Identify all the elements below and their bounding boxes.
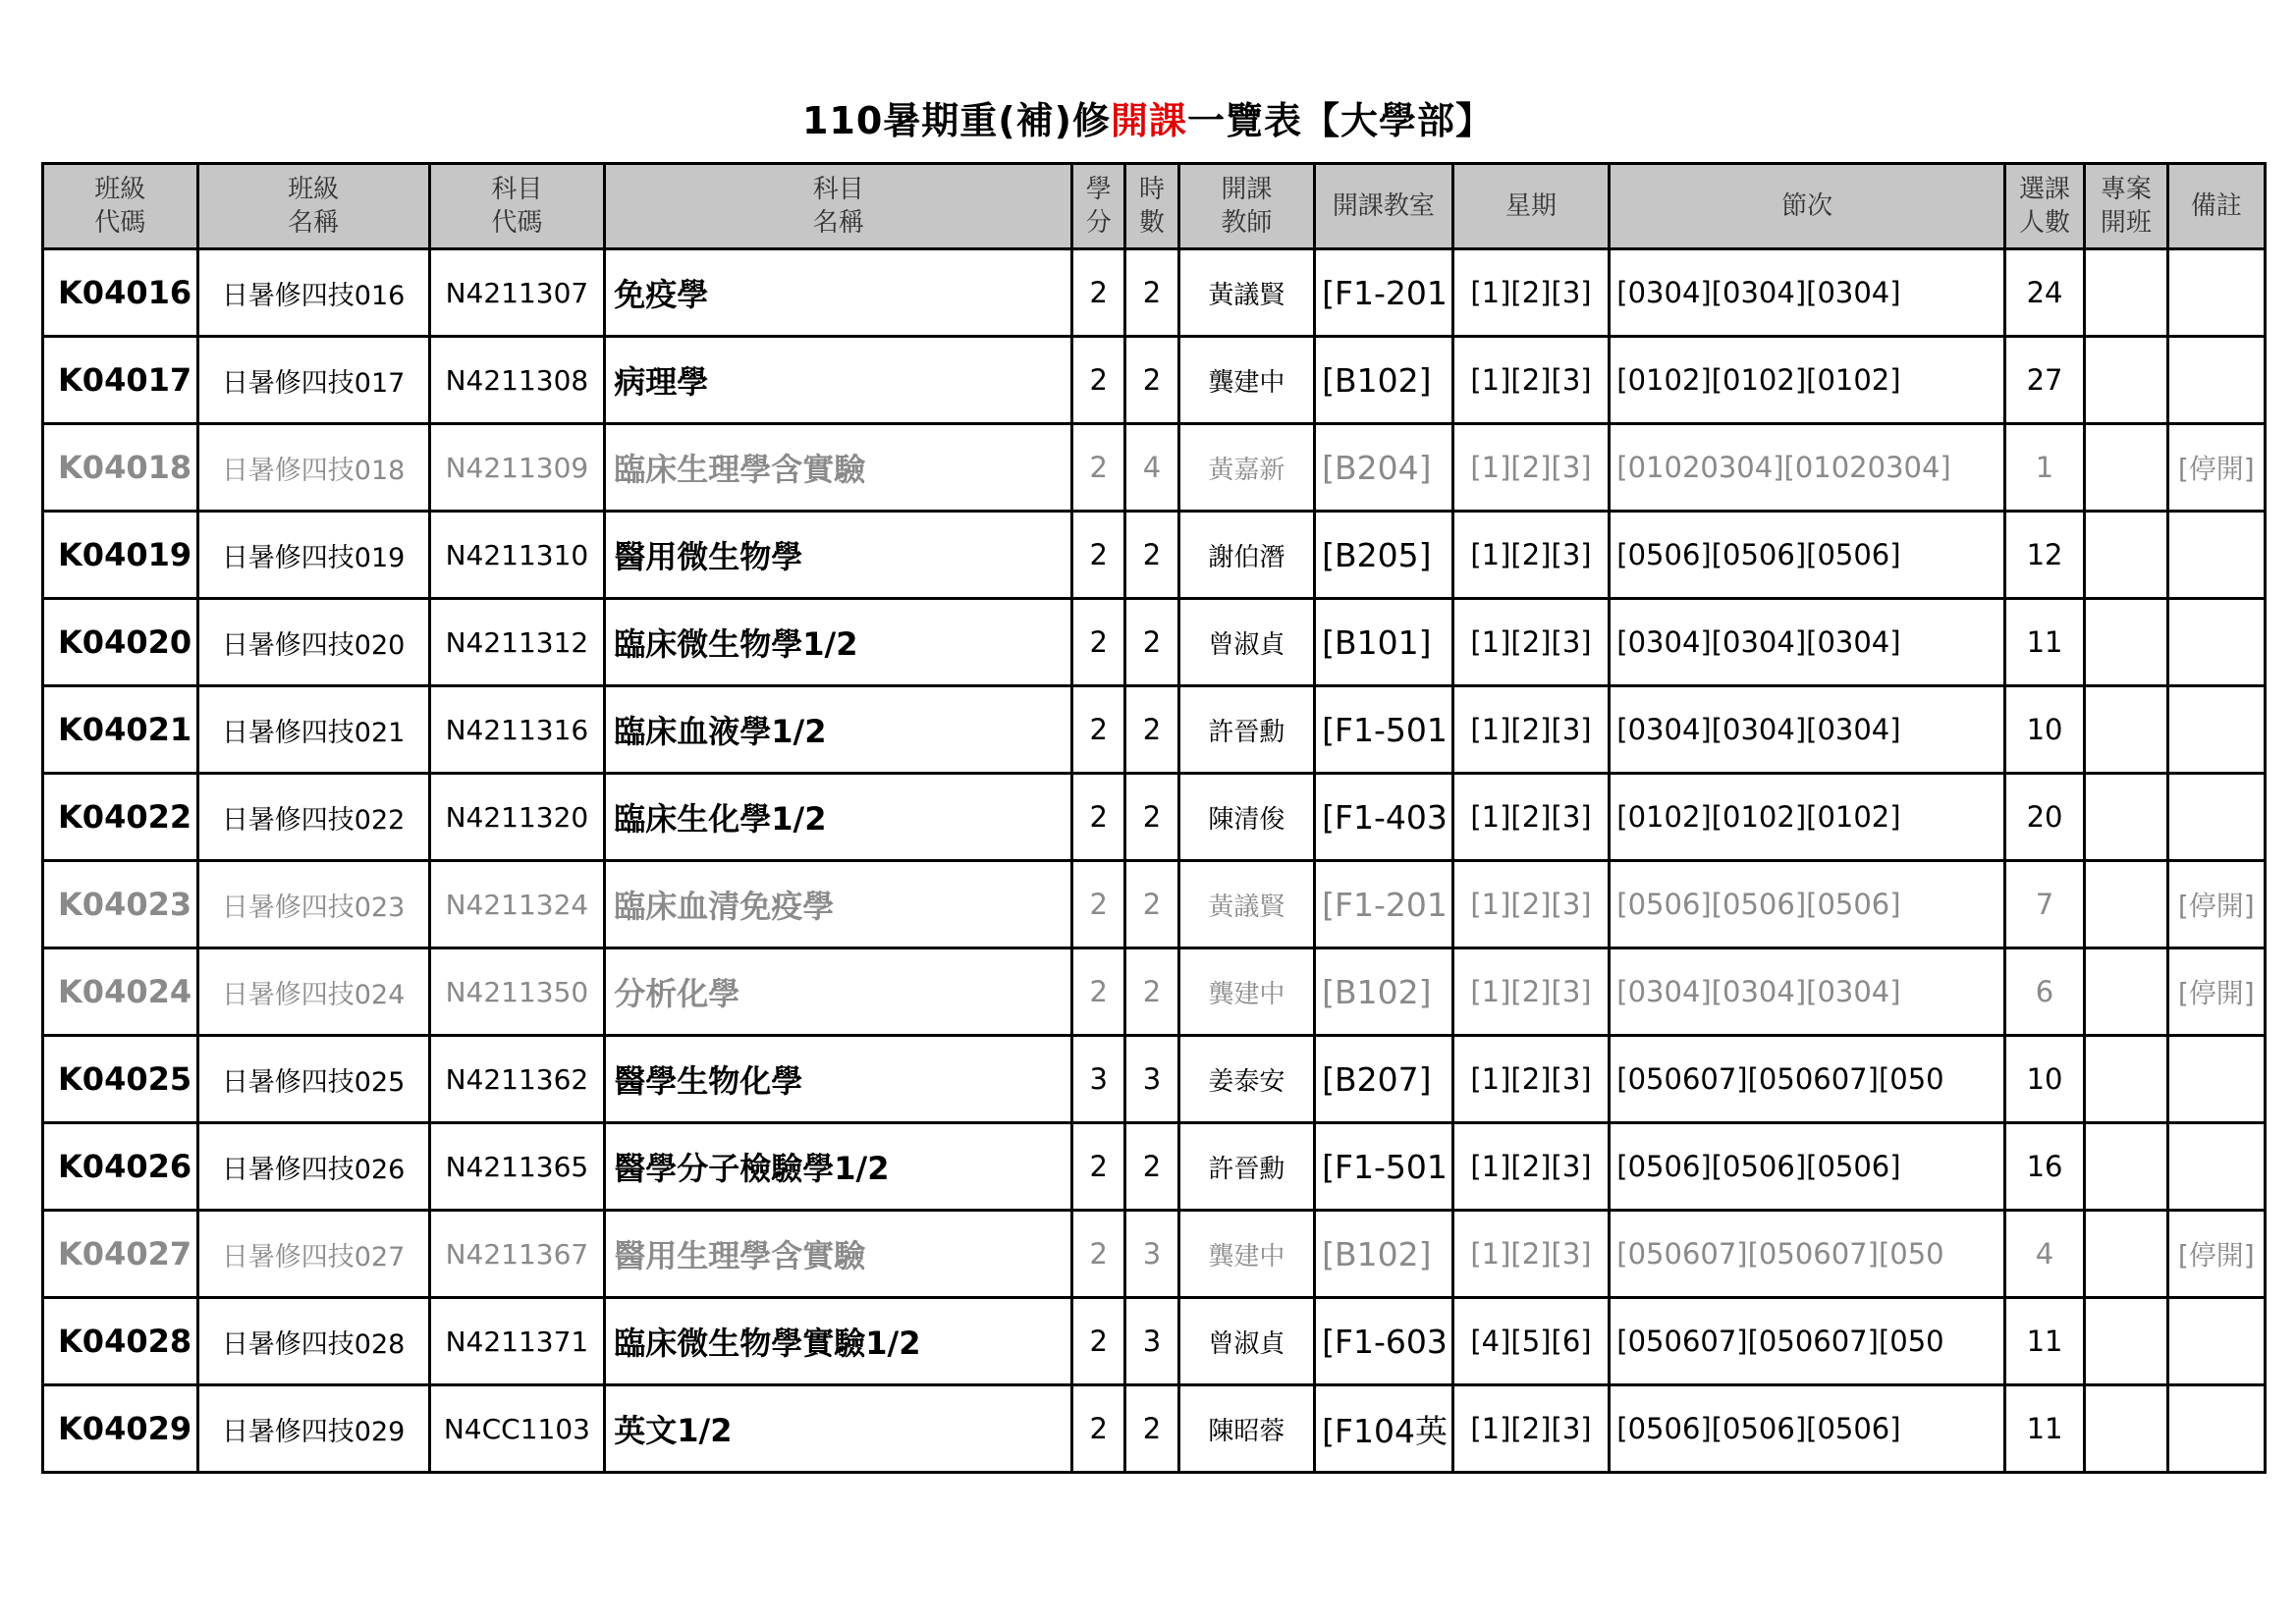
hours-cell: 2 <box>1125 1123 1178 1211</box>
class-code-cell: K04026 <box>43 1123 198 1211</box>
credits-cell: 2 <box>1072 1298 1125 1385</box>
teacher-cell: 陳清俊 <box>1178 774 1315 861</box>
table-row <box>43 948 2266 1036</box>
remark-cell: [停開] <box>2167 424 2265 512</box>
subject-name-cell: 臨床微生物學1/2 <box>605 599 1072 686</box>
remark-cell <box>2167 774 2265 861</box>
credits-cell: 2 <box>1072 774 1125 861</box>
header-project: 專案 開班 <box>2085 164 2167 249</box>
enrolled-cell: 20 <box>2004 774 2084 861</box>
subject-code-cell: N4211309 <box>429 424 605 512</box>
class-name-cell: 日暑修四技022 <box>197 774 429 861</box>
class-name-cell: 日暑修四技023 <box>197 861 429 948</box>
teacher-cell: 龔建中 <box>1178 1211 1315 1298</box>
class-code-cell: K04022 <box>43 774 198 861</box>
remark-cell: [停開] <box>2167 948 2265 1036</box>
table-row <box>43 249 2266 337</box>
class-code-cell: K04023 <box>43 861 198 948</box>
credits-cell: 2 <box>1072 948 1125 1036</box>
remark-cell <box>2167 1298 2265 1385</box>
table-row <box>43 686 2266 774</box>
classroom-cell: [B101] <box>1315 599 1453 686</box>
class-name-cell: 日暑修四技019 <box>197 512 429 599</box>
project-cell <box>2085 249 2167 337</box>
class-code-cell: K04027 <box>43 1211 198 1298</box>
course-table <box>41 162 2267 1474</box>
header-row <box>43 164 2266 249</box>
periods-cell: [0304][0304][0304] <box>1610 249 2005 337</box>
credits-cell: 2 <box>1072 424 1125 512</box>
hours-cell: 2 <box>1125 861 1178 948</box>
weekday-cell: [1][2][3] <box>1452 861 1610 948</box>
enrolled-cell: 10 <box>2004 1036 2084 1123</box>
project-cell <box>2085 1298 2167 1385</box>
classroom-cell: [F1-201 <box>1315 249 1453 337</box>
remark-cell <box>2167 686 2265 774</box>
table-row <box>43 774 2266 861</box>
classroom-cell: [B102] <box>1315 1211 1453 1298</box>
enrolled-cell: 11 <box>2004 599 2084 686</box>
table-row <box>43 861 2266 948</box>
credits-cell: 2 <box>1072 1211 1125 1298</box>
weekday-cell: [1][2][3] <box>1452 686 1610 774</box>
class-code-cell: K04029 <box>43 1385 198 1473</box>
hours-cell: 2 <box>1125 1385 1178 1473</box>
remark-cell <box>2167 1385 2265 1473</box>
project-cell <box>2085 1385 2167 1473</box>
periods-cell: [0102][0102][0102] <box>1610 774 2005 861</box>
project-cell <box>2085 948 2167 1036</box>
subject-name-cell: 臨床生化學1/2 <box>605 774 1072 861</box>
weekday-cell: [1][2][3] <box>1452 337 1610 424</box>
class-code-cell: K04019 <box>43 512 198 599</box>
project-cell <box>2085 861 2167 948</box>
enrolled-cell: 1 <box>2004 424 2084 512</box>
header-credits: 學 分 <box>1072 164 1125 249</box>
header-periods: 節次 <box>1610 164 2005 249</box>
table-row <box>43 1123 2266 1211</box>
teacher-cell: 謝伯潛 <box>1178 512 1315 599</box>
subject-code-cell: N4211371 <box>429 1298 605 1385</box>
periods-cell: [0506][0506][0506] <box>1610 1385 2005 1473</box>
enrolled-cell: 24 <box>2004 249 2084 337</box>
classroom-cell: [B207] <box>1315 1036 1453 1123</box>
periods-cell: [050607][050607][050 <box>1610 1036 2005 1123</box>
enrolled-cell: 6 <box>2004 948 2084 1036</box>
class-code-cell: K04020 <box>43 599 198 686</box>
weekday-cell: [1][2][3] <box>1452 948 1610 1036</box>
class-name-cell: 日暑修四技016 <box>197 249 429 337</box>
hours-cell: 3 <box>1125 1036 1178 1123</box>
subject-code-cell: N4211310 <box>429 512 605 599</box>
table-row <box>43 1211 2266 1298</box>
remark-cell: [停開] <box>2167 1211 2265 1298</box>
subject-name-cell: 醫學分子檢驗學1/2 <box>605 1123 1072 1211</box>
class-name-cell: 日暑修四技027 <box>197 1211 429 1298</box>
subject-code-cell: N4211312 <box>429 599 605 686</box>
credits-cell: 2 <box>1072 1385 1125 1473</box>
classroom-cell: [B102] <box>1315 948 1453 1036</box>
subject-name-cell: 分析化學 <box>605 948 1072 1036</box>
classroom-cell: [F1-403 <box>1315 774 1453 861</box>
project-cell <box>2085 1036 2167 1123</box>
periods-cell: [0304][0304][0304] <box>1610 599 2005 686</box>
class-name-cell: 日暑修四技020 <box>197 599 429 686</box>
title-highlight: 開課 <box>1111 99 1188 142</box>
subject-name-cell: 臨床血清免疫學 <box>605 861 1072 948</box>
project-cell <box>2085 424 2167 512</box>
credits-cell: 2 <box>1072 599 1125 686</box>
title-part1: 110暑期重(補)修 <box>801 99 1112 142</box>
header-class-name: 班級 名稱 <box>197 164 429 249</box>
subject-name-cell: 免疫學 <box>605 249 1072 337</box>
subject-code-cell: N4CC1103 <box>429 1385 605 1473</box>
enrolled-cell: 12 <box>2004 512 2084 599</box>
header-class-code: 班級 代碼 <box>43 164 198 249</box>
hours-cell: 3 <box>1125 1211 1178 1298</box>
hours-cell: 4 <box>1125 424 1178 512</box>
enrolled-cell: 16 <box>2004 1123 2084 1211</box>
hours-cell: 2 <box>1125 337 1178 424</box>
subject-code-cell: N4211316 <box>429 686 605 774</box>
credits-cell: 2 <box>1072 249 1125 337</box>
remark-cell <box>2167 512 2265 599</box>
subject-code-cell: N4211320 <box>429 774 605 861</box>
class-code-cell: K04024 <box>43 948 198 1036</box>
weekday-cell: [1][2][3] <box>1452 774 1610 861</box>
table-row <box>43 424 2266 512</box>
periods-cell: [0304][0304][0304] <box>1610 686 2005 774</box>
teacher-cell: 黃議賢 <box>1178 861 1315 948</box>
teacher-cell: 陳昭蓉 <box>1178 1385 1315 1473</box>
teacher-cell: 姜泰安 <box>1178 1036 1315 1123</box>
table-row <box>43 599 2266 686</box>
enrolled-cell: 11 <box>2004 1385 2084 1473</box>
project-cell <box>2085 337 2167 424</box>
subject-name-cell: 醫用微生物學 <box>605 512 1072 599</box>
class-code-cell: K04021 <box>43 686 198 774</box>
classroom-cell: [B204] <box>1315 424 1453 512</box>
class-code-cell: K04028 <box>43 1298 198 1385</box>
subject-name-cell: 臨床微生物學實驗1/2 <box>605 1298 1072 1385</box>
class-name-cell: 日暑修四技018 <box>197 424 429 512</box>
weekday-cell: [1][2][3] <box>1452 599 1610 686</box>
project-cell <box>2085 686 2167 774</box>
class-name-cell: 日暑修四技025 <box>197 1036 429 1123</box>
credits-cell: 2 <box>1072 686 1125 774</box>
table-row <box>43 512 2266 599</box>
table-row <box>43 337 2266 424</box>
subject-code-cell: N4211362 <box>429 1036 605 1123</box>
subject-name-cell: 臨床生理學含實驗 <box>605 424 1072 512</box>
header-subject-name: 科目 名稱 <box>605 164 1072 249</box>
remark-cell <box>2167 599 2265 686</box>
class-code-cell: K04018 <box>43 424 198 512</box>
subject-name-cell: 臨床血液學1/2 <box>605 686 1072 774</box>
hours-cell: 2 <box>1125 948 1178 1036</box>
weekday-cell: [1][2][3] <box>1452 1123 1610 1211</box>
enrolled-cell: 7 <box>2004 861 2084 948</box>
periods-cell: [050607][050607][050 <box>1610 1211 2005 1298</box>
classroom-cell: [F1-603 <box>1315 1298 1453 1385</box>
header-teacher: 開課 教師 <box>1178 164 1315 249</box>
class-name-cell: 日暑修四技028 <box>197 1298 429 1385</box>
class-name-cell: 日暑修四技017 <box>197 337 429 424</box>
classroom-cell: [B102] <box>1315 337 1453 424</box>
credits-cell: 3 <box>1072 1036 1125 1123</box>
classroom-cell: [B205] <box>1315 512 1453 599</box>
periods-cell: [0506][0506][0506] <box>1610 1123 2005 1211</box>
header-weekday: 星期 <box>1452 164 1610 249</box>
periods-cell: [0506][0506][0506] <box>1610 861 2005 948</box>
teacher-cell: 龔建中 <box>1178 948 1315 1036</box>
remark-cell <box>2167 1036 2265 1123</box>
header-subject-code: 科目 代碼 <box>429 164 605 249</box>
hours-cell: 2 <box>1125 512 1178 599</box>
weekday-cell: [1][2][3] <box>1452 424 1610 512</box>
subject-code-cell: N4211307 <box>429 249 605 337</box>
subject-name-cell: 醫學生物化學 <box>605 1036 1072 1123</box>
remark-cell: [停開] <box>2167 861 2265 948</box>
class-name-cell: 日暑修四技026 <box>197 1123 429 1211</box>
header-remark: 備註 <box>2167 164 2265 249</box>
enrolled-cell: 11 <box>2004 1298 2084 1385</box>
teacher-cell: 黃嘉新 <box>1178 424 1315 512</box>
weekday-cell: [1][2][3] <box>1452 1385 1610 1473</box>
table-row <box>43 1036 2266 1123</box>
subject-name-cell: 英文1/2 <box>605 1385 1072 1473</box>
credits-cell: 2 <box>1072 512 1125 599</box>
teacher-cell: 曾淑貞 <box>1178 1298 1315 1385</box>
classroom-cell: [F1-501 <box>1315 686 1453 774</box>
periods-cell: [01020304][01020304] <box>1610 424 2005 512</box>
enrolled-cell: 4 <box>2004 1211 2084 1298</box>
periods-cell: [0102][0102][0102] <box>1610 337 2005 424</box>
teacher-cell: 曾淑貞 <box>1178 599 1315 686</box>
class-code-cell: K04016 <box>43 249 198 337</box>
remark-cell <box>2167 249 2265 337</box>
classroom-cell: [F1-201 <box>1315 861 1453 948</box>
subject-name-cell: 病理學 <box>605 337 1072 424</box>
hours-cell: 2 <box>1125 599 1178 686</box>
subject-code-cell: N4211350 <box>429 948 605 1036</box>
table-row <box>43 1385 2266 1473</box>
credits-cell: 2 <box>1072 337 1125 424</box>
weekday-cell: [4][5][6] <box>1452 1298 1610 1385</box>
header-enrolled: 選課 人數 <box>2004 164 2084 249</box>
class-name-cell: 日暑修四技029 <box>197 1385 429 1473</box>
project-cell <box>2085 599 2167 686</box>
enrolled-cell: 10 <box>2004 686 2084 774</box>
classroom-cell: [F104英 <box>1315 1385 1453 1473</box>
teacher-cell: 龔建中 <box>1178 337 1315 424</box>
subject-code-cell: N4211324 <box>429 861 605 948</box>
weekday-cell: [1][2][3] <box>1452 1036 1610 1123</box>
hours-cell: 2 <box>1125 686 1178 774</box>
periods-cell: [050607][050607][050 <box>1610 1298 2005 1385</box>
subject-code-cell: N4211308 <box>429 337 605 424</box>
hours-cell: 2 <box>1125 249 1178 337</box>
table-row <box>43 1298 2266 1385</box>
credits-cell: 2 <box>1072 1123 1125 1211</box>
classroom-cell: [F1-501 <box>1315 1123 1453 1211</box>
periods-cell: [0304][0304][0304] <box>1610 948 2005 1036</box>
project-cell <box>2085 1211 2167 1298</box>
weekday-cell: [1][2][3] <box>1452 512 1610 599</box>
enrolled-cell: 27 <box>2004 337 2084 424</box>
class-name-cell: 日暑修四技021 <box>197 686 429 774</box>
subject-code-cell: N4211367 <box>429 1211 605 1298</box>
header-classroom: 開課教室 <box>1315 164 1453 249</box>
credits-cell: 2 <box>1072 861 1125 948</box>
teacher-cell: 許晉勳 <box>1178 1123 1315 1211</box>
class-code-cell: K04025 <box>43 1036 198 1123</box>
project-cell <box>2085 512 2167 599</box>
remark-cell <box>2167 1123 2265 1211</box>
class-code-cell: K04017 <box>43 337 198 424</box>
title-part2: 一覽表【大學部】 <box>1187 99 1495 142</box>
subject-name-cell: 醫用生理學含實驗 <box>605 1211 1072 1298</box>
class-name-cell: 日暑修四技024 <box>197 948 429 1036</box>
periods-cell: [0506][0506][0506] <box>1610 512 2005 599</box>
teacher-cell: 許晉勳 <box>1178 686 1315 774</box>
header-hours: 時 數 <box>1125 164 1178 249</box>
hours-cell: 3 <box>1125 1298 1178 1385</box>
project-cell <box>2085 774 2167 861</box>
hours-cell: 2 <box>1125 774 1178 861</box>
teacher-cell: 黃議賢 <box>1178 249 1315 337</box>
remark-cell <box>2167 337 2265 424</box>
weekday-cell: [1][2][3] <box>1452 1211 1610 1298</box>
subject-code-cell: N4211365 <box>429 1123 605 1211</box>
weekday-cell: [1][2][3] <box>1452 249 1610 337</box>
project-cell <box>2085 1123 2167 1211</box>
page-title <box>0 90 2296 144</box>
